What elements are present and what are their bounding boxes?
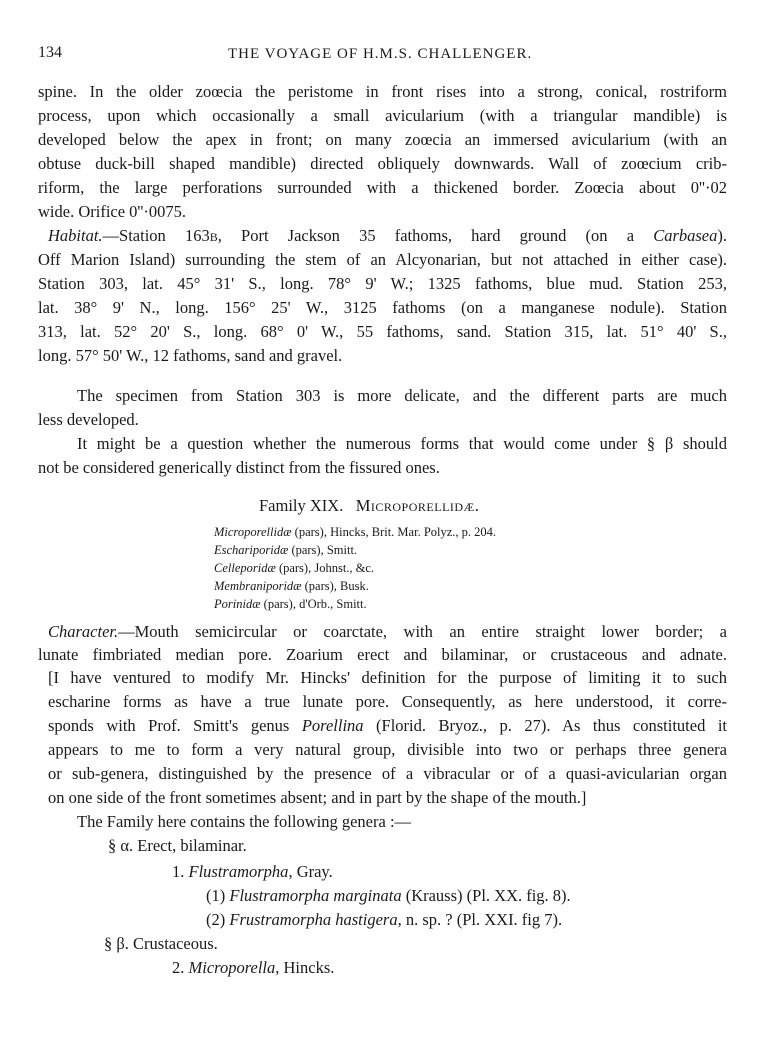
- text-line: [I have ventured to modify Mr. Hincks' definition for the purpose of limiting it to such: [48, 668, 727, 687]
- section-beta: § β. Crustaceous.: [104, 934, 218, 953]
- genus-name: Microporella: [188, 958, 276, 977]
- habitat-label: Habitat.: [48, 226, 103, 245]
- genus-name: Flustramorpha: [188, 862, 289, 881]
- text-line: not be considered generically distinct from the fissured ones.: [38, 458, 440, 477]
- text-line-with-genus: [48, 716, 727, 736]
- text-run: (Florid. Bryoz., p. 27). As thus constituted it: [363, 716, 727, 735]
- species-name: Flustramorpha marginata: [229, 886, 402, 905]
- text-line: The specimen from Station 303 is more delicate, and the different parts are much: [77, 386, 727, 405]
- synonym-name: Eschariporidæ: [214, 543, 289, 557]
- family-heading: [259, 496, 479, 516]
- species-citation: , n. sp. ? (Pl. XXI. fig 7).: [397, 910, 563, 929]
- species-name: Frustramorpha hastigera: [229, 910, 398, 929]
- synonym-name: Porinidæ: [214, 597, 261, 611]
- text-line: wide. Orifice 0''·0075.: [38, 202, 186, 221]
- text-line: escharine forms as have a true lunate pore. Consequently, as here understood, it corre-: [48, 692, 727, 711]
- text-line: Off Marion Island) surrounding the stem of an Alcyonarian, but not attached in either case).: [38, 250, 727, 269]
- genus-number: 2.: [172, 958, 189, 977]
- text-run: B: [209, 230, 218, 244]
- genus-number: 1.: [172, 862, 189, 881]
- species-entry: [206, 886, 571, 906]
- text-line: It might be a question whether the numerous forms that would come under § β should: [77, 434, 727, 453]
- genus-author: , Hincks.: [275, 958, 335, 977]
- text-run: , Port Jackson 35 fathoms, hard ground (on a: [217, 226, 654, 245]
- character-label: Character.: [48, 622, 119, 641]
- text-line: riform, the large perforations surrounded with a thickened border. Zoœcia about 0''·02: [38, 178, 727, 197]
- text-line: 313, lat. 52° 20' S., long. 68° 0' W., 55 fathoms, sand. Station 315, lat. 51° 40' S.,: [38, 322, 727, 341]
- genus-name: Porellina: [301, 716, 364, 735]
- text-line: developed below the apex in front; on many zoœcia an immersed avicularium (with an: [38, 130, 727, 149]
- genera-intro: The Family here contains the following genera :—: [77, 812, 412, 831]
- synonym-citation: (pars), Smitt.: [288, 543, 358, 557]
- text-line: obtuse duck-bill shaped mandible) directed obliquely downwards. Wall of zoœcium crib-: [38, 154, 727, 173]
- text-line: spine. In the older zoœcia the peristome in front rises into a strong, conical, rostriform: [38, 82, 727, 101]
- synonym-citation: (pars), d'Orb., Smitt.: [260, 597, 367, 611]
- text-line: process, upon which occasionally a small avicularium (with a triangular mandible) is: [38, 106, 727, 125]
- text-run: —Station 163: [102, 226, 210, 245]
- genus-author: , Gray.: [288, 862, 333, 881]
- synonym-name: Membraniporidæ: [214, 579, 302, 593]
- page-number: 134: [38, 44, 62, 61]
- text-run: ).: [717, 226, 727, 245]
- text-line: Station 303, lat. 45° 31' S., long. 78° 9' W.; 1325 fathoms, blue mud. Station 253,: [38, 274, 727, 293]
- text-run: sponds with Prof. Smitt's genus: [48, 716, 302, 735]
- section-alpha: § α. Erect, bilaminar.: [108, 836, 247, 855]
- species-citation: (Krauss) (Pl. XX. fig. 8).: [401, 886, 571, 905]
- genus-entry: [172, 958, 334, 978]
- species-number: (1): [206, 886, 230, 905]
- habitat-first-line: [48, 226, 727, 247]
- synonym-name: Microporellidæ: [214, 525, 292, 539]
- family-number: Family XIX.: [259, 496, 344, 515]
- text-run: —Mouth semicircular or coarctate, with an entire straight lower border; a: [118, 622, 727, 641]
- genus-entry: [172, 862, 333, 882]
- text-line: or sub-genera, distinguished by the presence of a vibracular or of a quasi-avicularian organ: [48, 764, 727, 783]
- text-line: lunate fimbriated median pore. Zoarium erect and bilaminar, or crustaceous and adnate.: [38, 645, 727, 664]
- synonym-entry: [214, 560, 374, 576]
- species-number: (2): [206, 910, 230, 929]
- character-first-line: [48, 622, 727, 642]
- synonym-citation: (pars), Johnst., &c.: [275, 561, 375, 575]
- synonym-citation: (pars), Busk.: [301, 579, 369, 593]
- synonym-citation: (pars), Hincks, Brit. Mar. Polyz., p. 204.: [291, 525, 497, 539]
- family-name: Microporellidæ.: [355, 496, 480, 515]
- synonym-entry: [214, 596, 367, 612]
- synonym-entry: [214, 578, 369, 594]
- synonym-entry: [214, 524, 496, 540]
- text-line: appears to me to form a very natural group, divisible into two or perhaps three genera: [48, 740, 727, 759]
- running-title: THE VOYAGE OF H.M.S. CHALLENGER.: [228, 46, 533, 62]
- text-line: long. 57° 50' W., 12 fathoms, sand and gravel.: [38, 346, 343, 365]
- synonym-name: Celleporidæ: [214, 561, 276, 575]
- synonym-entry: [214, 542, 357, 558]
- text-line: on one side of the front sometimes absent; and in part by the shape of the mouth.]: [48, 788, 587, 807]
- species-entry: [206, 910, 562, 930]
- text-line: less developed.: [38, 410, 139, 429]
- text-line: lat. 38° 9' N., long. 156° 25' W., 3125 fathoms (on a manganese nodule). Station: [38, 298, 727, 317]
- genus-name: Carbasea: [653, 226, 718, 245]
